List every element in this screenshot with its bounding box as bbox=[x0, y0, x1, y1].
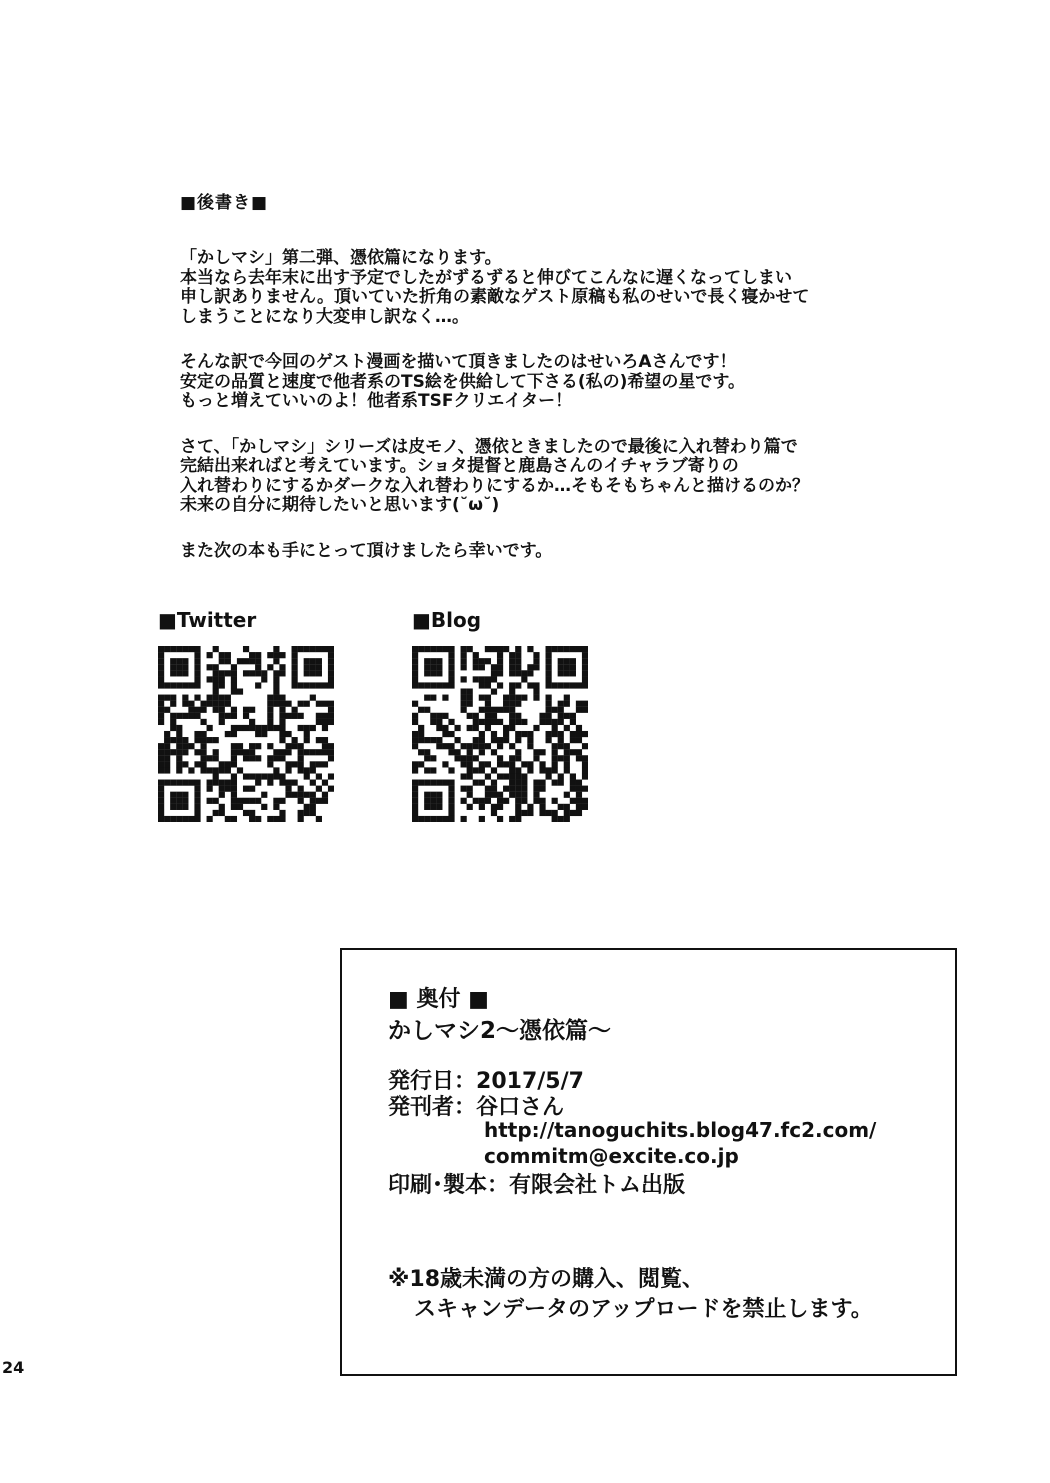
afterword-line: もっと増えていいのよ！他者系TSFクリエイター！ bbox=[180, 391, 573, 411]
afterword-line: 本当なら去年末に出す予定でしたがずるずると伸びてこんなに遅くなってしまい bbox=[180, 267, 792, 288]
afterword-paragraph bbox=[180, 542, 940, 562]
afterword-line: 入れ替わりにするかダークな入れ替わりにするか…そもそもちゃんと描けるのか？ bbox=[180, 475, 809, 496]
afterword-line: 申し訳ありません。頂いていた折角の素敵なゲスト原稿も私のせいで長く寝かせて bbox=[180, 287, 810, 307]
publisher-value: 谷口さん bbox=[476, 1095, 565, 1120]
afterword-line: しまうことになり大変申し訳なく…。 bbox=[180, 306, 469, 327]
twitter-qr-label: ■Twitter bbox=[158, 608, 257, 632]
age-notice-line-2: スキャンデータのアップロードを禁止します。 bbox=[414, 1297, 873, 1322]
publisher-row bbox=[388, 1090, 564, 1121]
publisher-label: 発刊者： bbox=[388, 1095, 477, 1120]
book-title: かしマシ2～憑依篇～ bbox=[388, 1018, 612, 1044]
blog-qr-code[interactable] bbox=[412, 646, 588, 822]
twitter-qr-code[interactable] bbox=[158, 646, 334, 822]
publisher-email-link[interactable]: commitm@excite.co.jp bbox=[484, 1144, 739, 1168]
issue-date-value: 2017/5/7 bbox=[476, 1069, 584, 1094]
colophon-box bbox=[340, 948, 957, 1376]
page-number: 24 bbox=[2, 1358, 25, 1377]
blog-qr-block bbox=[412, 608, 588, 822]
printer-value: 有限会社トム出版 bbox=[509, 1173, 686, 1198]
afterword-line: 「かしマシ」第二弾、憑依篇になります。 bbox=[180, 248, 502, 268]
printer-row bbox=[388, 1168, 685, 1199]
afterword-line: さて、「かしマシ」シリーズは皮モノ、憑依ときましたので最後に入れ替わり篇で bbox=[180, 436, 798, 457]
afterword-line: また次の本も手にとって頂けましたら幸いです。 bbox=[180, 540, 553, 561]
publisher-url-link[interactable]: http://tanoguchits.blog47.fc2.com/ bbox=[484, 1118, 877, 1142]
afterword-line: 未来の自分に期待したいと思います(˘ω˘) bbox=[180, 495, 500, 515]
colophon-heading: ■ 奥付 ■ bbox=[388, 987, 489, 1012]
age-notice-line-1: ※18歳未満の方の購入、閲覧、 bbox=[388, 1267, 705, 1292]
afterword-paragraph bbox=[180, 249, 940, 327]
twitter-qr-block bbox=[158, 608, 334, 822]
afterword-line: 完結出来ればと考えています。ショタ提督と鹿島さんのイチャラブ寄りの bbox=[180, 456, 739, 476]
afterword-section bbox=[180, 188, 940, 587]
afterword-paragraph bbox=[180, 438, 940, 516]
blog-qr-label: ■Blog bbox=[412, 608, 482, 632]
afterword-line: そんな訳で今回のゲスト漫画を描いて頂きましたのはせいろAさんです！ bbox=[180, 352, 737, 372]
issue-date-label: 発行日： bbox=[388, 1069, 477, 1094]
printer-label: 印刷･製本： bbox=[388, 1173, 510, 1198]
afterword-line: 安定の品質と速度で他者系のTS絵を供給して下さる(私の)希望の星です。 bbox=[180, 371, 746, 392]
afterword-paragraph bbox=[180, 353, 940, 412]
afterword-heading: ■後書き■ bbox=[180, 193, 269, 213]
